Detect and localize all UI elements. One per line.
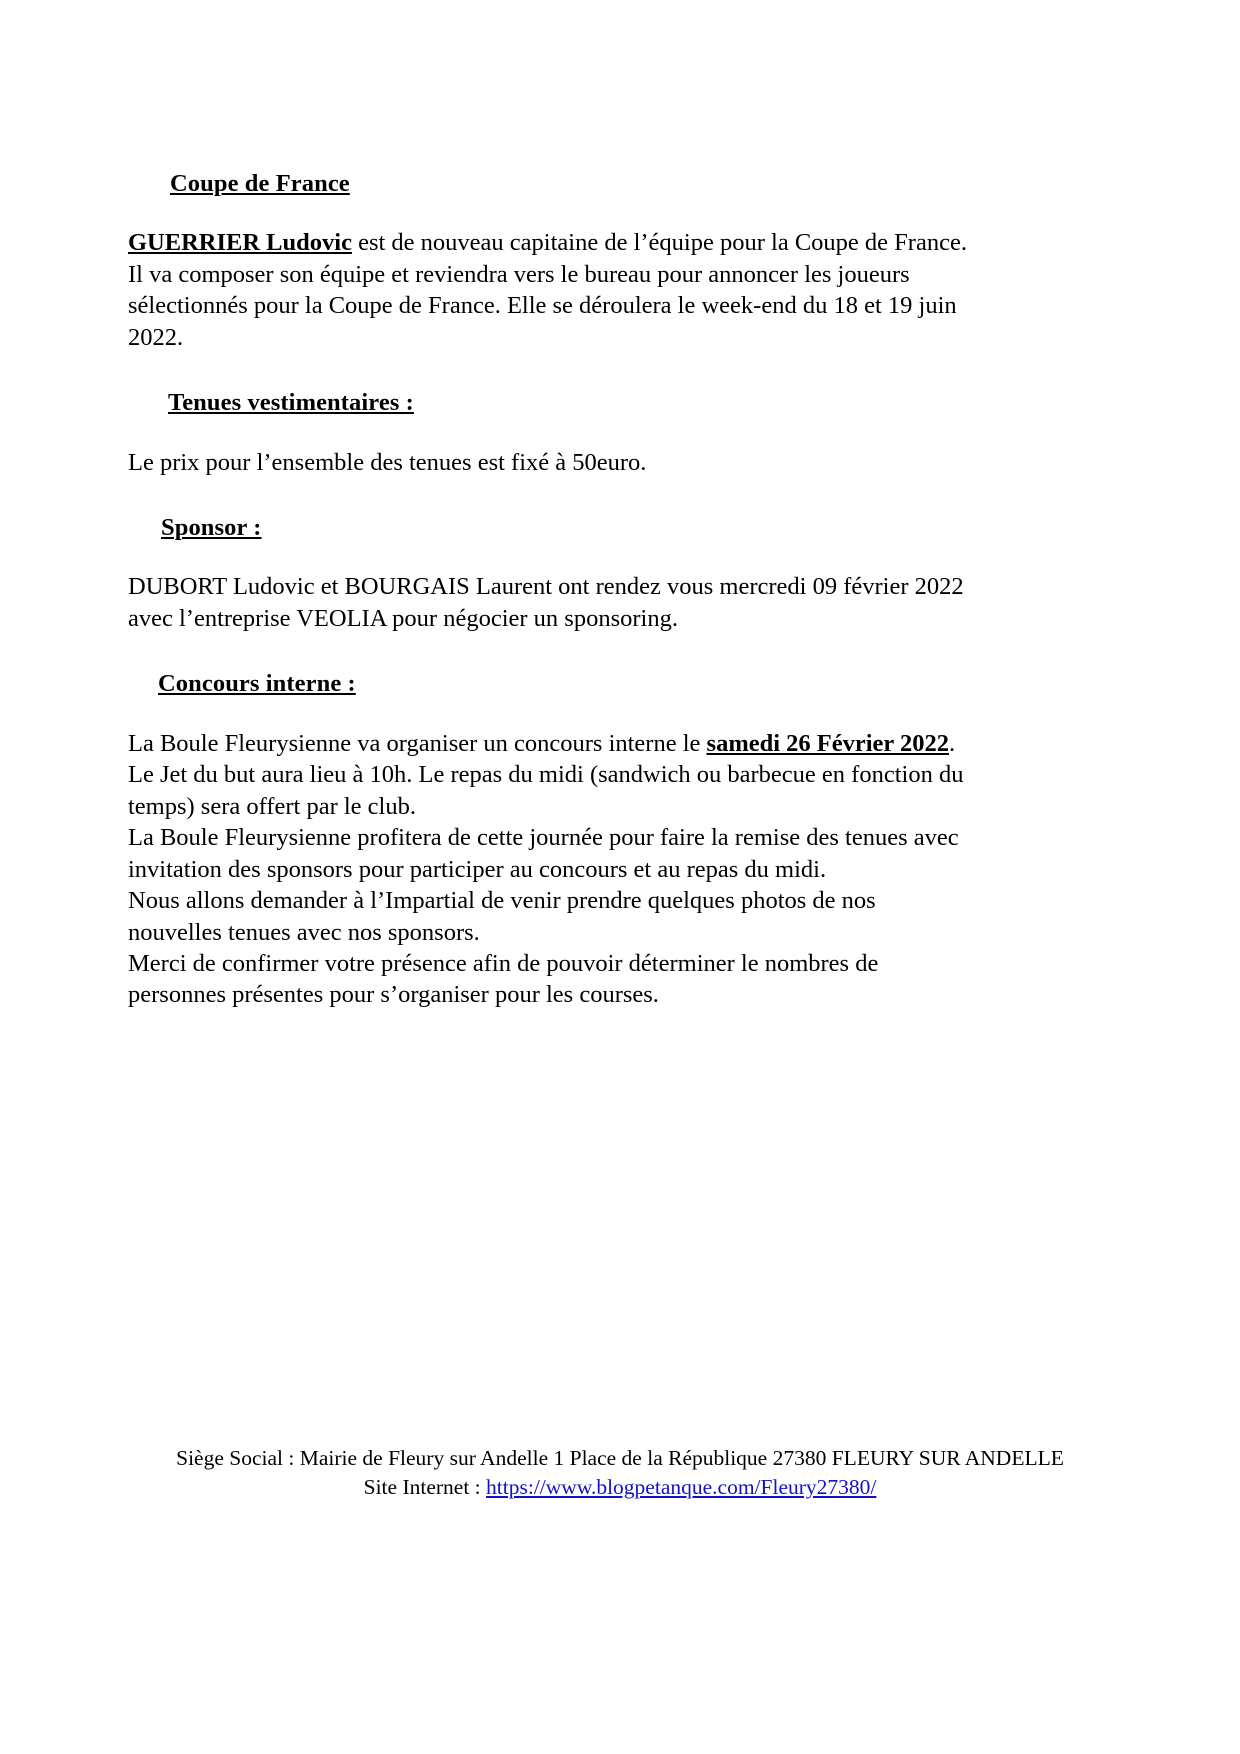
spacer (128, 700, 973, 728)
spacer (128, 634, 973, 668)
paragraph-coupe-lead-name: GUERRIER Ludovic (128, 229, 352, 257)
concours-line1-after: . (948, 729, 956, 757)
paragraph-concours-line-3: La Boule Fleurysienne profitera de cette journée pour faire la remise des tenues avec invitation des sponsors pour participer au concours et au repas du midi. (128, 824, 959, 883)
paragraph-concours-line-1 (128, 728, 973, 759)
section-heading-tenues-vestimentaires-text: Tenues vestimentaires : (168, 389, 414, 417)
section-heading-concours-interne (158, 668, 973, 699)
paragraph-tenues-vestimentaires: Le prix pour l’ensemble des tenues est fixé à 50euro. (128, 448, 647, 476)
footer-address-line: Siège Social : Mairie de Fleury sur Andelle 1 Place de la République 27380 FLEURY SUR ANDELLE (176, 1446, 1064, 1470)
section-heading-coupe-de-france (170, 168, 973, 199)
page-footer (0, 1444, 1240, 1501)
paragraph-concours-line-4: Nous allons demander à l’Impartial de venir prendre quelques photos de nos nouvelles tenues avec nos sponsors. (128, 887, 876, 946)
footer-website-line (0, 1473, 1240, 1502)
concours-date-highlight: samedi 26 Février 2022 (706, 729, 949, 757)
document-body (128, 168, 973, 1011)
paragraph-concours-line-2: Le Jet du but aura lieu à 10h. Le repas du midi (sandwich ou barbecue en fonction du temps) sera offert par le club. (128, 761, 964, 820)
paragraph-sponsor: DUBORT Ludovic et BOURGAIS Laurent ont rendez vous mercredi 09 février 2022 avec l’entreprise VEOLIA pour négocier un sponsoring. (128, 573, 964, 632)
section-heading-sponsor (161, 512, 973, 543)
section-heading-tenues-vestimentaires (168, 387, 973, 418)
footer-website-label: Site Internet : (363, 1474, 487, 1499)
spacer (128, 353, 973, 387)
spacer (128, 543, 973, 571)
footer-website-link[interactable]: https://www.blogpetanque.com/Fleury27380/ (486, 1474, 877, 1499)
section-heading-concours-interne-text: Concours interne : (158, 670, 356, 698)
paragraph-coupe-rest: est de nouveau capitaine de l’équipe pour la Coupe de France. Il va composer son équipe et reviendra vers le bureau pour annoncer les joueurs sélectionnés pour la Coupe de France. Elle se déroulera le week-end du 18 et 19 juin 2022. (128, 229, 967, 351)
section-heading-sponsor-text: Sponsor : (161, 514, 262, 542)
paragraph-coupe-de-france (128, 227, 973, 353)
spacer (128, 478, 973, 512)
paragraph-concours-line-5: Merci de confirmer votre présence afin de pouvoir déterminer le nombres de personnes présentes pour s’organiser pour les courses. (128, 950, 879, 1009)
section-heading-coupe-de-france-text: Coupe de France (170, 170, 350, 197)
spacer (128, 419, 973, 447)
concours-line1-before: La Boule Fleurysienne va organiser un concours interne le (128, 729, 707, 757)
spacer (128, 199, 973, 227)
